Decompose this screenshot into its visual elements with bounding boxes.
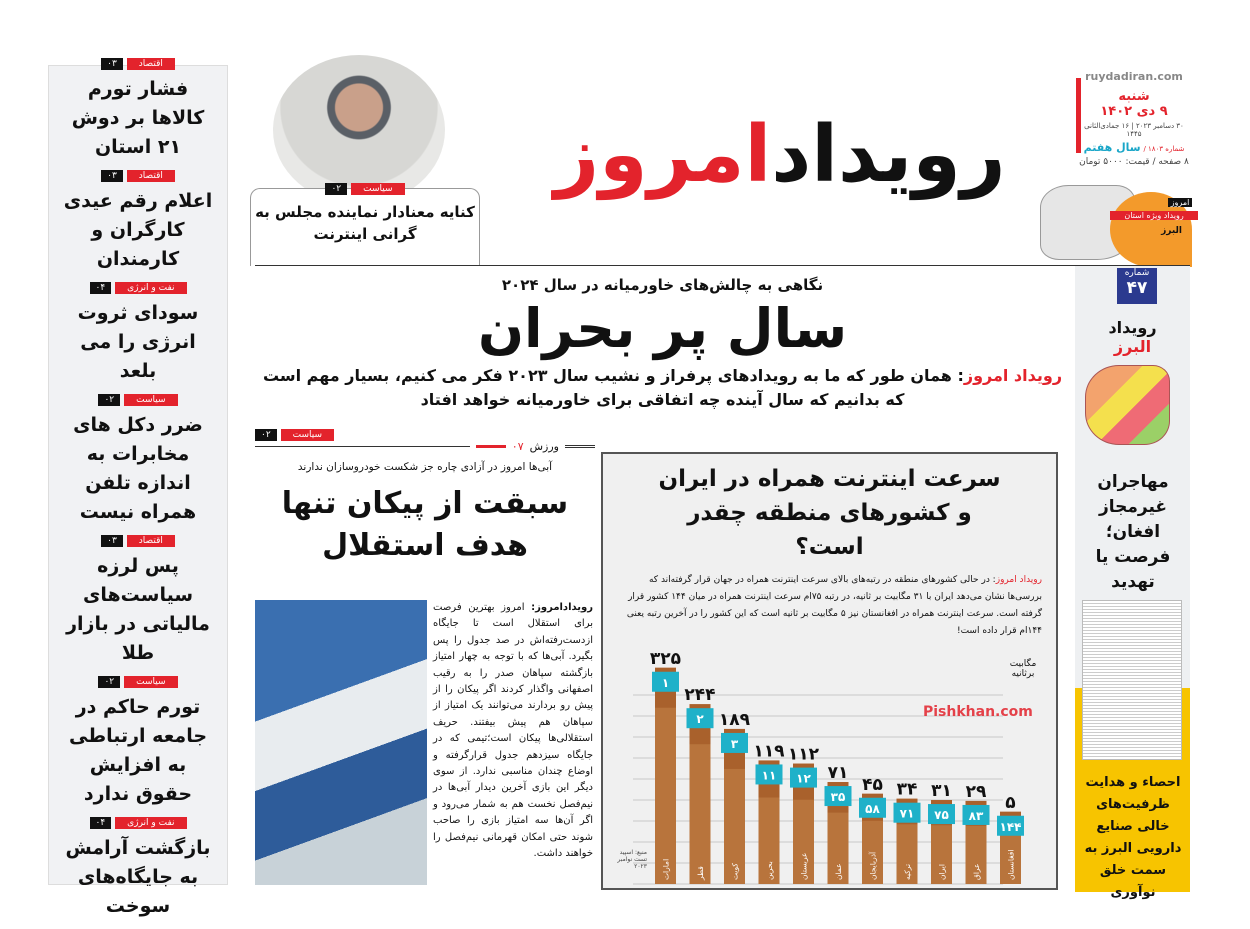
headline: تورم حاکم در جامعه ارتباطی به افزایش حقوق ندارد [68, 696, 208, 805]
headline: بازگشت آرامش به جایگاه‌های سوخت [65, 837, 211, 917]
supplement-logo: رویداد البرز [1108, 318, 1157, 356]
page-number: ۰۳ [101, 170, 123, 182]
left-news-item[interactable] [48, 170, 228, 274]
category-label: بحرین [765, 861, 774, 880]
province-badge: امروز رویداد ویژه استان البرز [1110, 192, 1192, 267]
left-news-item[interactable] [48, 58, 228, 162]
category-tag: نفت و انرژی [115, 817, 186, 829]
internet-speed-infographic: سرعت اینترنت همراه در ایران و کشورهای منطقه چقدر است؟ رویداد امروز: در حالی کشورهای منطقه در رتبه‌های بالای سرعت اینترنت همراه در جهان قرار گرفته‌اند که بررسی‌ها نشان می‌دهد ایران با ۳۱ مگابیت بر ثانیه، در رتبه ۷۵ام سرعت اینترنت همراه در میان ۱۴۴ کشور قرار گرفته است. سرعت اینترنت همراه در افغانستان نیز ۵ مگابیت بر ثانیه است که این کشور را در آخرین رتبه یعنی ۱۴۴ام قرار داده است! ۳۲۵ ۱ امارات ۲۴۴ ۲ قطر ۱۸۹ ۳ کویت ۱۱۹ ۱۱ بحرین ۱۱۲ ۱۲ عربستان ۷۱ ۳۵ عمان ۴۵ ۵۸ آذربایجان ۳۴ ۷۱ ترکیه ۳۱ ۷۵ ایران ۲۹ ۸۳ عراق ۵ ۱۴۴ افغانستان منبع: اسپید تست نوامبر ۲۰۲۳ مگابیت برثانیه Pishkhan.com [601, 452, 1058, 890]
rank-label: ۸۳ [968, 808, 984, 823]
category-label: عمان [834, 863, 843, 880]
page-number: ۰۳ [101, 58, 123, 70]
main-story-lead: رویداد امروز: همان طور که ما به رویدادهای پرفراز و نشیب سال ۲۰۲۳ فکر می کنیم، بسیار مهم است که بدانیم که سال آینده چه اتفاقی برای خاورمیانه خواهد افتاد [262, 366, 1063, 409]
headline: ضرر دکل های مخابرات به اندازه تلفن همراه نیست [73, 414, 203, 523]
value-label: ۳۱ [931, 781, 952, 802]
category-tag: نفت و انرژی [115, 282, 186, 294]
rank-label: ۱۴۴ [999, 819, 1022, 834]
sport-story-body: رویدادامروز: امروز بهترین فرصت برای استقلال است تا جایگاه ازدست‌رفته‌اش در صد جدول را پس بگیرد. آبی‌ها که با توجه به چهار امتیاز بازگشته سپاهان صدر را به رقیب اصفهانی واگذار کردند اگر پیکان را از پیش رو بردارند می‌توانند یک امتیاز از سپاهان هم پیش بیفتند. حریف استقلالی‌ها پیکان است؛تیمی که در جایگاه سیزدهم جدول قرارگرفته و اوضاع چندان مناسبی ندارد. از سوی دیگر این بازی آخرین دیدار آبی‌ها در نیم‌فصل نخست هم به شمار می‌رود و اگر آن‌ها سه امتیاز بازی را صاحب شوند حتی امکان قهرمانی نیم‌فصل را خواهند داشت. [433, 602, 593, 860]
issue-info: ruydadiran.com شنبه ۹ دی ۱۴۰۲ ۳۰ دسامبر ۲۰۲۳ | ۱۶ جمادی‌الثانی ۱۴۴۵ شماره ۱۸۰۳ / سال هفتم ۸ صفحه / قیمت: ۵۰۰۰ تومان [1079, 70, 1189, 167]
value-label: ۳۲۵ [649, 648, 682, 669]
supplement-number-badge: شماره ۴۷ [1117, 268, 1157, 304]
football-photo [255, 600, 427, 885]
left-news-list [48, 58, 228, 929]
value-label: ۱۱۹ [753, 741, 785, 762]
page-number: ۰۲ [98, 394, 120, 406]
value-label: ۵ [1005, 792, 1016, 813]
category-label: عراق [972, 863, 981, 880]
headline: فشار تورم کالاها بر دوش ۲۱ استان [71, 78, 205, 158]
main-story-tag: سیاست ۰۲ [255, 429, 334, 441]
rank-label: ۷۱ [899, 806, 915, 821]
rank-label: ۱۲ [796, 771, 811, 786]
headline: سودای ثروت انرژی را می بلعد [77, 302, 199, 382]
rank-label: ۱۱ [761, 768, 777, 783]
newspaper-logo: رویدادامروز [554, 110, 1006, 200]
headline: اعلام رقم عیدی کارگران و کارمندان [63, 190, 213, 270]
category-tag: سیاست [124, 394, 177, 406]
main-story[interactable]: نگاهی به چالش‌های خاورمیانه در سال ۲۰۲۴ سال پر بحران رویداد امروز: همان طور که ما به رویدادهای پرفراز و نشیب سال ۲۰۲۳ فکر می کنیم، بسیار مهم است که بدانیم که سال آینده چه اتفاقی برای خاورمیانه خواهد افتاد [255, 270, 1070, 412]
rank-label: ۲ [696, 712, 704, 727]
page-number: ۰۴ [90, 282, 112, 294]
category-label: امارات [661, 858, 671, 880]
speed-bar-chart [603, 646, 1056, 890]
left-news-item[interactable] [48, 394, 228, 527]
headline: پس لرزه سیاست‌های مالیاتی در بازار طلا [66, 555, 210, 664]
page-number: ۰۲ [98, 676, 120, 688]
category-label: افغانستان [1006, 849, 1016, 880]
page-number: ۰۳ [101, 535, 123, 547]
sport-story[interactable]: ورزش ۰۷ آبی‌ها امروز در آزادی چاره جز شکست خودروسازان ندارند سبقت از پیکان تنها هدف استقلال [255, 440, 595, 567]
left-news-item[interactable] [48, 282, 228, 386]
page-number: ۰۴ [90, 817, 112, 829]
category-tag: اقتصاد [127, 170, 175, 182]
watermark: Pishkhan.com [923, 704, 1033, 720]
left-news-item[interactable] [48, 817, 228, 921]
value-label: ۲۴۴ [684, 685, 716, 706]
category-label: آذربایجان [868, 851, 878, 880]
left-news-item[interactable] [48, 535, 228, 668]
value-label: ۴۵ [862, 774, 883, 795]
story-afghan-migrants[interactable]: مهاجران غیرمجاز افغان؛ فرصت یا تهدید [1095, 472, 1171, 592]
left-news-item[interactable] [48, 676, 228, 809]
category-tag: سیاست [124, 676, 177, 688]
rank-label: ۷۵ [934, 808, 949, 823]
chart-ylabel: مگابیت برثانیه [1009, 659, 1037, 679]
category-label: عربستان [799, 852, 809, 880]
value-label: ۲۹ [965, 781, 987, 802]
rank-label: ۵۸ [865, 801, 880, 816]
rank-label: ۱ [661, 675, 670, 690]
category-tag: اقتصاد [127, 535, 175, 547]
value-label: ۱۱۲ [787, 744, 820, 765]
masthead-divider [255, 265, 1190, 266]
sport-section-header: ورزش ۰۷ [255, 440, 595, 453]
category-label: ترکیه [903, 863, 912, 880]
story-pharma-alborz[interactable]: احصاء و هدایت ظرفیت‌های خالی صنایع دارویی البرز به سمت خلق نوآوری [1084, 775, 1182, 900]
alborz-map-icon [1085, 365, 1170, 445]
chart-source: منبع: اسپید تست نوامبر ۲۰۲۳ [617, 849, 647, 870]
photo-story[interactable]: سیاست ۰۲ کنایه معنادار نماینده مجلس به گرانی اینترنت [250, 188, 480, 266]
supplement-thumbnail[interactable] [1082, 600, 1182, 760]
category-tag: اقتصاد [127, 58, 175, 70]
rank-label: ۳ [730, 736, 739, 751]
value-label: ۳۴ [896, 779, 918, 800]
category-label: ایران [937, 864, 947, 880]
value-label: ۱۸۹ [718, 709, 751, 730]
value-label: ۷۱ [827, 763, 849, 784]
category-label: کویت [730, 863, 740, 880]
rank-label: ۳۵ [830, 790, 846, 805]
category-label: قطر [696, 866, 705, 880]
